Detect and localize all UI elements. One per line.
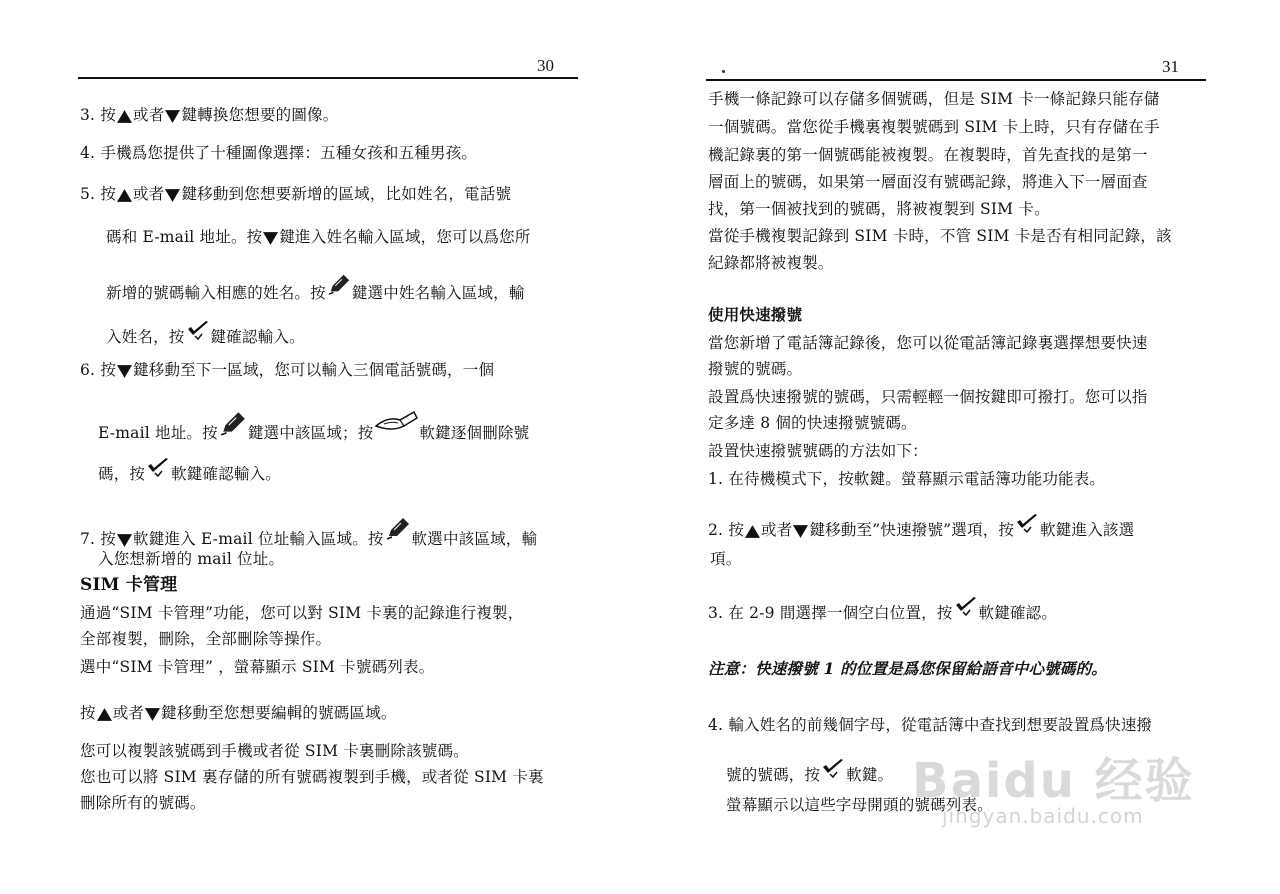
- header-rule: [706, 79, 1206, 81]
- para-2-line: 設置爲快速撥號的號碼，只需輕輕一個按鍵即可撥打。您可以指: [708, 388, 1148, 406]
- down-arrow-icon: [145, 708, 160, 721]
- item-5-line3: 新增的號碼輸入相應的姓名。按 鍵選中姓名輸入區域，輸: [106, 272, 525, 304]
- step-2: 2. 按 或者 鍵移動至”快速撥號”選項，按 軟鍵進入該選: [708, 513, 1134, 541]
- para-1-line: 當從手機複製記錄到 SIM 卡時，不管 SIM 卡是否有相同記錄，該: [708, 227, 1172, 245]
- step-3: 3. 在 2-9 間選擇一個空白位置，按 軟鍵確認。: [708, 596, 1057, 624]
- up-arrow-icon: [117, 189, 132, 202]
- up-arrow-icon: [745, 525, 760, 538]
- item-5-line2: 碼和 E-mail 地址。按 鍵進入姓名輸入區域，您可以爲您所: [106, 228, 531, 246]
- up-arrow-icon: [117, 110, 132, 123]
- sim-para-5-line2: 刪除所有的號碼。: [80, 794, 206, 812]
- step-2-line2: 項。: [710, 550, 742, 568]
- item-5: 5. 按 或者 鍵移動到您想要新增的區域，比如姓名，電話號: [80, 185, 512, 203]
- para-1-line: 紀錄都將被複製。: [708, 254, 834, 272]
- down-arrow-icon: [117, 534, 132, 547]
- check-key-icon: [146, 457, 170, 477]
- down-arrow-icon: [165, 110, 180, 123]
- item-3: 3. 按 或者 鍵轉換您想要的圖像。: [80, 106, 339, 124]
- pen-key-icon: [219, 410, 247, 436]
- para-1-line: 一個號碼。當您從手機裏複製號碼到 SIM 卡上時，只有存儲在手: [708, 118, 1160, 136]
- item-6: 6. 按 鍵移動至下一區域，您可以輸入三個電話號碼，一個: [80, 361, 495, 379]
- check-key-icon: [954, 596, 978, 616]
- up-arrow-icon: [97, 708, 112, 721]
- watermark-url: jingyan.baidu.com: [942, 804, 1144, 828]
- pen-key-icon: [327, 272, 351, 296]
- down-arrow-icon: [263, 232, 278, 245]
- scan-dot: [722, 70, 725, 73]
- step-4-line2: 號的號碼，按 軟鍵。: [726, 758, 893, 786]
- check-key-icon: [186, 320, 210, 340]
- page-number: 31: [1162, 57, 1179, 76]
- header-rule: [78, 77, 578, 79]
- down-arrow-icon: [117, 365, 132, 378]
- para-1-line: 層面上的號碼，如果第一層面沒有號碼記錄，將進入下一層面查: [708, 173, 1148, 191]
- check-key-icon: [821, 758, 845, 778]
- watermark-logo: Baidu 经验: [912, 753, 1195, 809]
- down-arrow-icon: [793, 525, 808, 538]
- item-6-line3: 碼，按 軟鍵確認輸入。: [98, 457, 281, 485]
- step-4: 4. 輸入姓名的前幾個字母，從電話簿中查找到想要設置爲快速撥: [708, 716, 1153, 734]
- page-number: 30: [537, 56, 554, 75]
- sim-para-1-line1: 通過“SIM 卡管理”功能，您可以對 SIM 卡裏的記錄進行複製，: [80, 604, 524, 622]
- speed-dial-heading: 使用快速撥號: [708, 305, 803, 324]
- para-2-line: 設置快速撥號號碼的方法如下：: [708, 442, 928, 460]
- step-1: 1. 在待機模式下，按軟鍵。螢幕顯示電話簿功能功能表。: [708, 470, 1106, 488]
- sim-para-4: 您可以複製該號碼到手機或者從 SIM 卡裏刪除該號碼。: [80, 742, 469, 760]
- sim-para-5-line1: 您也可以將 SIM 裏存儲的所有號碼複製到手機，或者從 SIM 卡裏: [80, 768, 544, 786]
- check-key-icon: [1015, 513, 1039, 533]
- clear-key-icon: [374, 408, 418, 434]
- item-7: 7. 按 軟鍵進入 E-mail 位址輸入區域。按 軟選中該區域，輸: [80, 516, 537, 550]
- pen-key-icon: [385, 516, 411, 540]
- item-5-line4: 入姓名，按 鍵確認輸入。: [106, 320, 305, 348]
- sim-heading: SIM 卡管理: [80, 575, 178, 595]
- item-7-line2: 入您想新增的 mail 位址。: [98, 550, 285, 568]
- right-page: [640, 0, 1280, 894]
- para-1-line: 手機一條記錄可以存儲多個號碼，但是 SIM 卡一條記錄只能存儲: [708, 90, 1160, 108]
- down-arrow-icon: [165, 189, 180, 202]
- sim-para-1-line2: 全部複製，刪除，全部刪除等操作。: [80, 630, 332, 648]
- note: 注意：快速撥號 1 的位置是爲您保留給語音中心號碼的。: [708, 659, 1107, 678]
- item-6-line2: E-mail 地址。按 鍵選中該區域；按 軟鍵逐個刪除號: [98, 408, 529, 444]
- step-4-line3: 螢幕顯示以這些字母開頭的號碼列表。: [726, 796, 993, 814]
- para-1-line: 機記錄裏的第一個號碼能被複製。在複製時，首先查找的是第一: [708, 146, 1148, 164]
- para-2-line: 當您新增了電話簿記錄後，您可以從電話簿記錄裏選擇想要快速: [708, 334, 1148, 352]
- sim-para-3: 按 或者 鍵移動至您想要編輯的號碼區域。: [80, 704, 397, 722]
- para-2-line: 定多達 8 個的快速撥號號碼。: [708, 414, 917, 432]
- para-2-line: 撥號的號碼。: [708, 360, 803, 378]
- sim-para-2: 選中“SIM 卡管理” ，螢幕顯示 SIM 卡號碼列表。: [80, 658, 435, 676]
- para-1-line: 找，第一個被找到的號碼，將被複製到 SIM 卡。: [708, 200, 1050, 218]
- item-4: 4. 手機爲您提供了十種圖像選擇：五種女孩和五種男孩。: [80, 144, 478, 162]
